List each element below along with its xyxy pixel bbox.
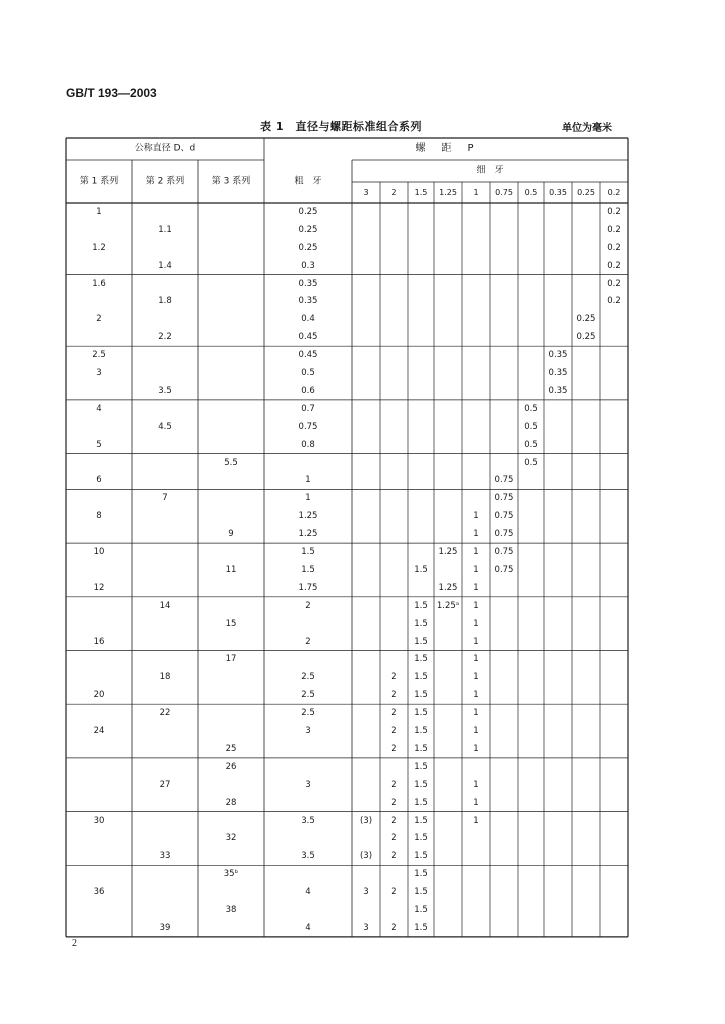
- unit-note: 单位为毫米: [562, 123, 612, 134]
- fine-pitch: 1.25: [438, 546, 458, 557]
- coarse-pitch: 0.45: [298, 349, 318, 360]
- header-pitch: 螺 距 P: [415, 143, 477, 154]
- fine-pitch: (3): [359, 851, 373, 862]
- series-3-diameter: 17: [225, 654, 237, 665]
- fine-pitch: 2: [391, 779, 397, 790]
- fine-pitch: 1: [473, 725, 479, 736]
- fine-pitch: 0.5: [524, 421, 538, 432]
- fine-pitch: 1: [473, 797, 479, 808]
- header-nominal-diameter: 公称直径 D、d: [134, 143, 196, 154]
- series-1-diameter: 3: [96, 367, 102, 378]
- fine-pitch: 0.5: [524, 439, 538, 450]
- fine-pitch: 1.5: [414, 636, 428, 647]
- fine-pitch: 3: [363, 886, 369, 897]
- coarse-pitch: 1.5: [301, 564, 315, 575]
- coarse-pitch: 2.5: [301, 690, 315, 700]
- coarse-pitch: 0.35: [298, 278, 318, 289]
- fine-pitch: 2: [391, 886, 397, 897]
- header-fine-pitch-col: 0.5: [524, 187, 538, 197]
- fine-pitch: 1: [473, 672, 479, 683]
- fine-pitch: 1: [473, 690, 479, 700]
- coarse-pitch: 1.5: [301, 546, 315, 557]
- fine-pitch: 2: [391, 833, 397, 844]
- header-fine-pitch-col: 0.35: [549, 187, 567, 197]
- coarse-pitch: 3: [305, 725, 311, 736]
- coarse-pitch: 4: [305, 922, 311, 933]
- fine-pitch: 0.5: [524, 457, 538, 468]
- series-1-diameter: 10: [93, 546, 105, 557]
- fine-pitch: 1.25ᵃ: [436, 600, 460, 611]
- fine-pitch: 1: [473, 618, 479, 629]
- coarse-pitch: 3.5: [301, 851, 315, 862]
- coarse-pitch: 2.5: [301, 707, 315, 718]
- coarse-pitch: 0.3: [301, 260, 315, 271]
- fine-pitch: 1: [473, 546, 479, 557]
- header-fine-pitch-col: 3: [363, 187, 369, 197]
- fine-pitch: 0.75: [494, 475, 514, 486]
- fine-pitch: 0.75: [494, 528, 514, 539]
- fine-pitch: 0.2: [607, 242, 621, 253]
- fine-pitch: 1: [473, 743, 479, 754]
- fine-pitch: 0.35: [548, 385, 568, 396]
- fine-pitch: 1.5: [414, 815, 428, 826]
- fine-pitch: 1.5: [414, 797, 428, 808]
- fine-pitch: 1.5: [414, 851, 428, 862]
- fine-pitch: 1.5: [414, 618, 428, 629]
- fine-pitch: 0.35: [548, 367, 568, 378]
- series-2-diameter: 27: [159, 779, 171, 790]
- fine-pitch: 1: [473, 582, 479, 593]
- series-1-diameter: 2: [96, 314, 102, 325]
- coarse-pitch: 2: [305, 636, 311, 647]
- coarse-pitch: 0.35: [298, 296, 318, 307]
- fine-pitch: 1.5: [414, 886, 428, 897]
- coarse-pitch: 3: [305, 779, 311, 790]
- fine-pitch: 1.5: [414, 690, 428, 700]
- fine-pitch: 0.2: [607, 260, 621, 271]
- series-2-diameter: 39: [159, 922, 171, 933]
- series-1-diameter: 5: [96, 439, 102, 450]
- series-3-diameter: 32: [225, 833, 237, 844]
- fine-pitch: 1.5: [414, 869, 428, 879]
- fine-pitch: 1: [473, 707, 479, 718]
- series-1-diameter: 24: [93, 725, 105, 736]
- header-fine-pitch-col: 1: [473, 187, 479, 197]
- series-1-diameter: 12: [93, 582, 105, 593]
- series-3-diameter: 26: [225, 761, 237, 772]
- fine-pitch: 0.75: [494, 493, 514, 504]
- series-2-diameter: 14: [159, 600, 171, 611]
- series-1-diameter: 30: [93, 815, 105, 826]
- table-caption: 表 1 直径与螺距标准组合系列: [260, 120, 422, 133]
- series-3-diameter: 28: [225, 797, 237, 808]
- coarse-pitch: 0.6: [301, 385, 315, 396]
- fine-pitch: 2: [391, 743, 397, 754]
- fine-pitch: 1: [473, 779, 479, 790]
- fine-pitch: 1.5: [414, 564, 428, 575]
- fine-pitch: 0.2: [607, 206, 621, 217]
- coarse-pitch: 1.25: [298, 511, 318, 521]
- series-2-diameter: 33: [159, 851, 171, 862]
- header-coarse-thread: 粗 牙: [294, 176, 322, 186]
- series-2-diameter: 18: [159, 672, 171, 683]
- coarse-pitch: 0.75: [298, 421, 318, 432]
- fine-pitch: 2: [391, 922, 397, 933]
- series-1-diameter: 36: [93, 886, 105, 897]
- fine-pitch: 1.5: [414, 904, 428, 915]
- fine-pitch: 2: [391, 707, 397, 718]
- header-fine-pitch-col: 1.5: [414, 187, 428, 197]
- header-fine-pitch-col: 0.2: [607, 187, 621, 197]
- series-2-diameter: 1.8: [158, 296, 172, 307]
- fine-pitch: 2: [391, 797, 397, 808]
- fine-pitch: 1: [473, 815, 479, 826]
- header-series-2: 第 2 系列: [145, 176, 185, 186]
- coarse-pitch: 2.5: [301, 672, 315, 683]
- header-fine-pitch-col: 0.75: [495, 187, 513, 197]
- fine-pitch: 1.5: [414, 779, 428, 790]
- series-2-diameter: 3.5: [158, 385, 172, 396]
- coarse-pitch: 2: [305, 600, 311, 611]
- fine-pitch: 0.75: [494, 546, 514, 557]
- standard-number: GB/T 193—2003: [66, 86, 157, 100]
- series-2-diameter: 7: [162, 493, 168, 504]
- series-2-diameter: 4.5: [158, 421, 172, 432]
- fine-pitch: (3): [359, 815, 373, 826]
- fine-pitch: 1.5: [414, 743, 428, 754]
- series-1-diameter: 8: [96, 511, 102, 521]
- series-3-diameter: 35ᵇ: [223, 869, 239, 879]
- series-1-diameter: 2.5: [92, 349, 106, 360]
- fine-pitch: 1.5: [414, 672, 428, 683]
- fine-pitch: 0.2: [607, 224, 621, 235]
- fine-pitch: 1.5: [414, 600, 428, 611]
- fine-pitch: 1: [473, 600, 479, 611]
- fine-pitch: 0.5: [524, 403, 538, 414]
- fine-pitch: 1.5: [414, 725, 428, 736]
- fine-pitch: 1.5: [414, 707, 428, 718]
- fine-pitch: 2: [391, 672, 397, 683]
- fine-pitch: 0.2: [607, 296, 621, 307]
- page-number: 2: [72, 938, 77, 949]
- fine-pitch: 1: [473, 528, 479, 539]
- series-1-diameter: 20: [93, 690, 105, 700]
- series-3-diameter: 15: [225, 618, 237, 629]
- header-fine-thread: 细 牙: [476, 165, 504, 176]
- fine-pitch: 3: [363, 922, 369, 933]
- series-3-diameter: 5.5: [224, 457, 238, 468]
- fine-pitch: 1.25: [438, 582, 458, 593]
- coarse-pitch: 0.25: [298, 224, 318, 235]
- fine-pitch: 1: [473, 636, 479, 647]
- coarse-pitch: 0.25: [298, 242, 318, 253]
- fine-pitch: 0.2: [607, 278, 621, 289]
- series-1-diameter: 1.2: [92, 242, 106, 253]
- fine-pitch: 2: [391, 851, 397, 862]
- series-3-diameter: 9: [228, 528, 234, 539]
- header-fine-pitch-col: 1.25: [439, 187, 457, 197]
- coarse-pitch: 0.25: [298, 206, 318, 217]
- coarse-pitch: 1: [305, 493, 311, 504]
- fine-pitch: 1: [473, 654, 479, 665]
- coarse-pitch: 4: [305, 886, 311, 897]
- header-fine-pitch-col: 2: [391, 187, 397, 197]
- fine-pitch: 0.35: [548, 349, 568, 360]
- fine-pitch: 0.25: [576, 314, 596, 325]
- coarse-pitch: 0.8: [301, 439, 315, 450]
- series-3-diameter: 25: [225, 743, 237, 754]
- series-1-diameter: 4: [96, 403, 102, 414]
- series-1-diameter: 16: [93, 636, 105, 647]
- series-1-diameter: 6: [96, 475, 102, 486]
- coarse-pitch: 1.75: [298, 582, 318, 593]
- coarse-pitch: 0.5: [301, 367, 315, 378]
- fine-pitch: 1: [473, 511, 479, 521]
- series-1-diameter: 1.6: [92, 278, 106, 289]
- coarse-pitch: 0.4: [301, 314, 315, 325]
- fine-pitch: 0.75: [494, 511, 514, 521]
- fine-pitch: 1.5: [414, 833, 428, 844]
- fine-pitch: 1.5: [414, 922, 428, 933]
- coarse-pitch: 1: [305, 475, 311, 486]
- series-2-diameter: 1.1: [158, 224, 172, 235]
- fine-pitch: 1: [473, 564, 479, 575]
- fine-pitch: 0.75: [494, 564, 514, 575]
- fine-pitch: 2: [391, 815, 397, 826]
- coarse-pitch: 3.5: [301, 815, 315, 826]
- coarse-pitch: 0.45: [298, 332, 318, 342]
- coarse-pitch: 0.7: [301, 403, 315, 414]
- series-2-diameter: 1.4: [158, 260, 172, 271]
- fine-pitch: 2: [391, 725, 397, 736]
- header-fine-pitch-col: 0.25: [577, 187, 595, 197]
- header-series-1: 第 1 系列: [79, 176, 119, 186]
- fine-pitch: 0.25: [576, 332, 596, 342]
- fine-pitch: 1.5: [414, 654, 428, 665]
- series-1-diameter: 1: [96, 206, 102, 217]
- fine-pitch: 1.5: [414, 761, 428, 772]
- coarse-pitch: 1.25: [298, 528, 318, 539]
- fine-pitch: 2: [391, 690, 397, 700]
- header-series-3: 第 3 系列: [211, 176, 251, 186]
- series-3-diameter: 38: [225, 904, 237, 915]
- series-3-diameter: 11: [225, 564, 237, 575]
- series-2-diameter: 22: [159, 707, 171, 718]
- series-2-diameter: 2.2: [158, 332, 172, 342]
